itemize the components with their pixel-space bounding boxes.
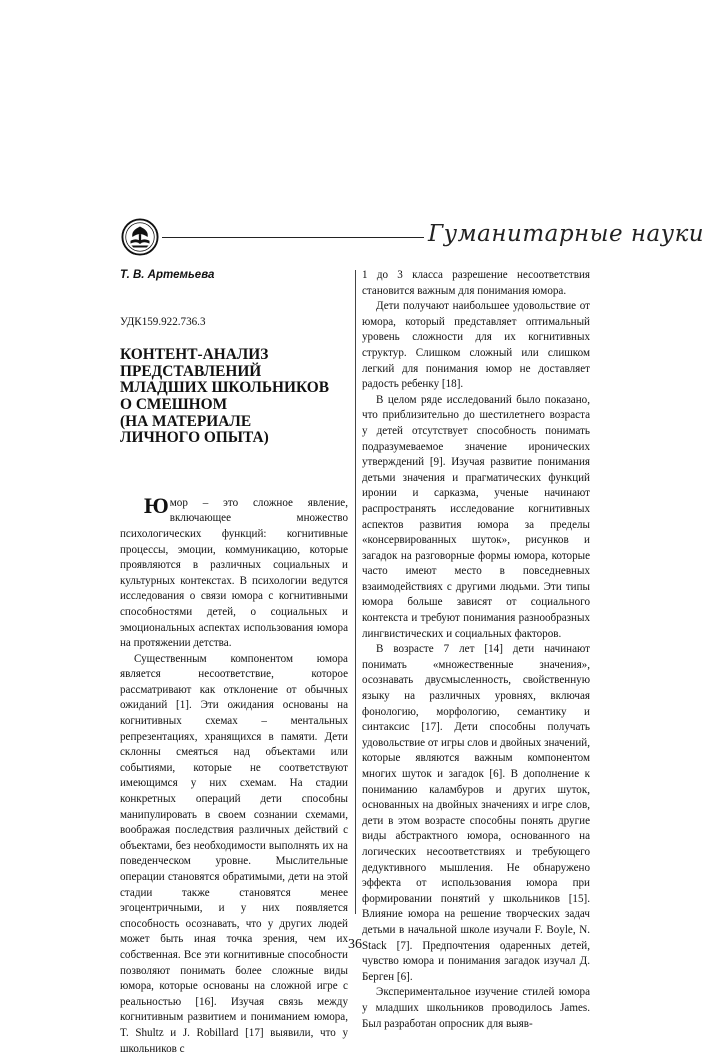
paragraph-incongruity: Существенным компонентом юмора является несоответствие, которое рассматривают как отклонение от обычных ожиданий [1]. Эти ожидания основаны на когнитивных схемах – ментальных репрезентациях, хранящихся в памяти. Дети склонны смеяться над объектами или событиями, которые не соответствуют имеющимся у них схемам. На стадии конкретных операций дети способны манипулировать в своем сознании схемами, воображая последствия различных действий с объектами, без необходимости выполнять их на поведенческом уровне. Мыслительные операции становятся обратимыми, дети на этой стадии также становятся менее эгоцентричными, и у них появляется способность осознавать, что у других людей может быть иная точка зрения, чем их собственная. Все эти когнитивные способности позволяют понимать более сложные виды юмора, которые основаны на сложной игре с реальностью [16]. Изучая связь между когнитивным развитием и пониманием юмора, T. Shultz и J. Robillard [17] выявили, что у школьников с [120,652,348,1055]
section-title: Гуманитарные науки [428,221,705,247]
header-rule [162,237,424,238]
paragraph-age-seven: В возрасте 7 лет [14] дети начинают понимать «множественные значения», осознавать двусмысленность, свойственную языку на различных уровнях, включая фонологию, морфологию, семантику и синтаксис [17]. Дети способны получать удовольствие от игры слов и двойных значений, которые являются важным компонентом многих шуток и загадок [6]. В дополнение к пониманию каламбуров и других шуток, основанных на двойных значениях и игре слов, дети в этом возрасте способны понять другие виды абстрактного юмора, основанного на логических несоответствиях и требующего дедуктивного мышления. Не обнаружено эффекта от использования юмора при формировании понятий у школьников [15]. Влияние юмора на решение творческих задач детьми в начальной школе изучали F. Boyle, N. Stack [7]. Предпочтения одаренных детей, чувство юмора и понимания загадок изучал Д. Берген [6]. [362,643,590,983]
paragraph-intro [120,492,348,652]
paragraph-pleasure: Дети получают наибольшее удовольствие от юмора, который представляет оптимальный уровень сложности для их когнитивных структур. Слишком сложный или слишком легкий для понимания юмор не доставляет радость ребенку [18]. [362,300,590,391]
column-divider [355,270,356,914]
page-number: 36 [348,937,362,952]
article-title: КОНТЕНТ-АНАЛИЗ ПРЕДСТАВЛЕНИЙ МЛАДШИХ ШКОЛЬНИКОВ О СМЕШНОМ (НА МАТЕРИАЛЕ ЛИЧНОГО ОПЫТА) [120,346,330,447]
running-header [118,215,705,265]
paragraph-irony: В целом ряде исследований было показано, что приблизительно до шестилетнего возраста у детей отсутствует способность понимать подразумеваемое значение иронических утверждений [9]. Изучая развитие понимания детьми значения и прагматических функций иронии и сарказма, ученые начинают распространять исследование когнитивных аспектов развития юмора за пределы «консервированных шуток», рисунков и загадок на разговорные формы юмора, которые часто имеют место в повседневных взаимодействиях с другими людьми. Эти типы юмора больше зависят от социального контекста и требуют понимания разнообразных лингвистических и социальных факторов. [362,393,590,640]
paragraph-intro-text: мор – это сложное явление, включающее множество психологических функций: когнитивные процессы, эмоции, коммуникацию, которые проявляются в различных социальных и культурных контекстах. В психологии ведутся исследования о связи юмора с когнитивными способностями детей, о социальных и эмоциональных аспектах использования юмора на протяжении детства. [120,496,348,650]
right-column [362,268,590,1032]
paragraph-continuation: 1 до 3 класса разрешение несоответствия становится важным для понимания юмора. [362,269,590,297]
drop-cap: Ю [144,492,168,518]
university-emblem-icon [121,218,159,256]
udc-code: УДК159.922.736.3 [120,315,206,328]
paragraph-experimental: Экспериментальное изучение стилей юмора у младших школьников проводилось James. Был разработан опросник для выяв- [362,986,590,1030]
article-author: Т. В. Артемьева [120,269,215,281]
